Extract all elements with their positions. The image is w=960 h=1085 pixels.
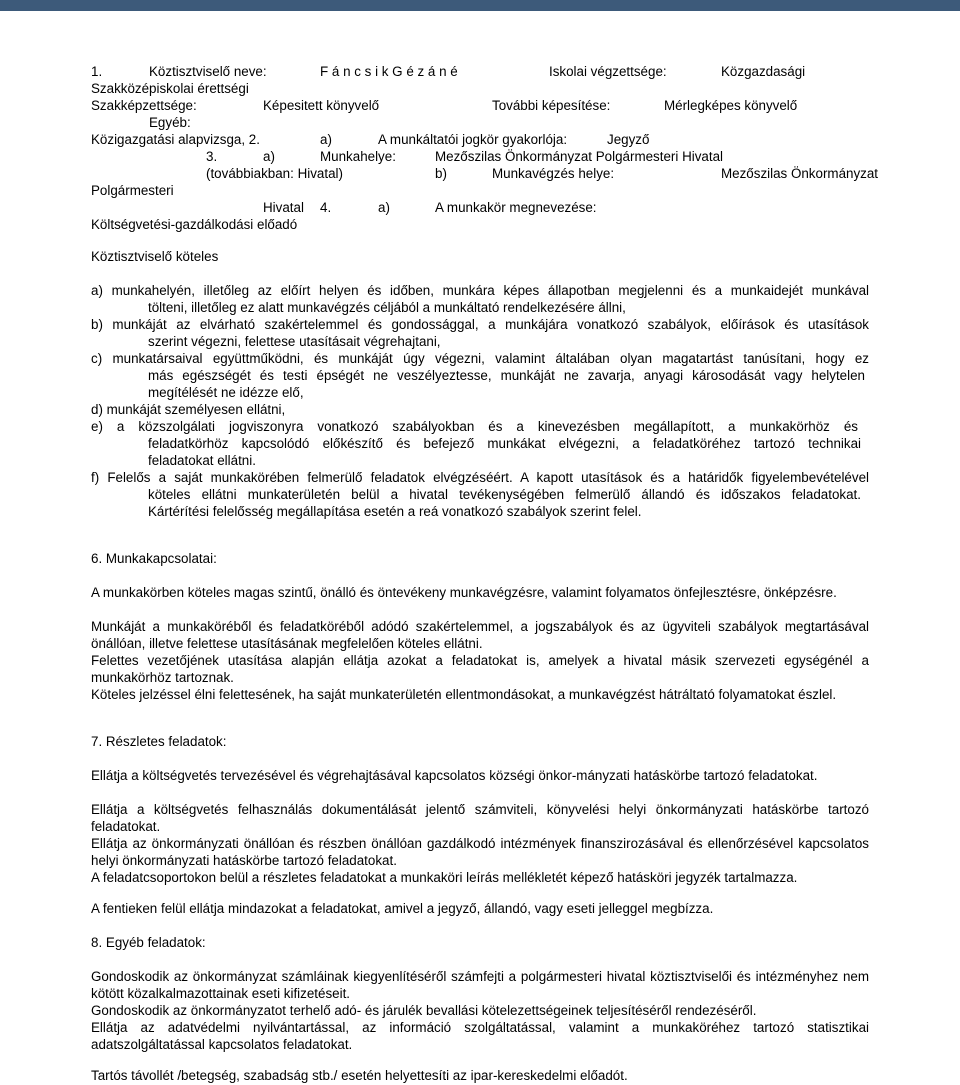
duties-intro: Köztisztviselő köteles bbox=[91, 249, 219, 264]
duty-c-line3: megítélését ne idézze elő, bbox=[148, 385, 304, 400]
section-6-heading: 6. Munkakapcsolatai: bbox=[91, 551, 217, 566]
section-8-paragraph: Gondoskodik az önkormányzatot terhelő adó- és járulék bevallási kötelezettségeinek teljesítéséről rendezéséről. bbox=[91, 1003, 757, 1018]
label-employer: A munkáltatói jogkör gyakorlója: bbox=[378, 132, 568, 147]
section-8-paragraph: Gondoskodik az önkormányzat számláinak kiegyenlítéséről számfejti a polgármesteri hivatal köztisztviselői és intézményhez nem kötött közalkalmazottainak eseti kifizetéseit. bbox=[91, 969, 869, 1001]
label-job-title: A munkakör megnevezése: bbox=[435, 200, 597, 215]
section-8-heading: 8. Egyéb feladatok: bbox=[91, 935, 206, 950]
item-letter: a) bbox=[320, 132, 332, 147]
duty-c-line2: más egészségét és testi épségét ne veszélyeztesse, munkáját ne zavarja, anyagi károsodását vagy helytelen bbox=[148, 368, 865, 383]
duty-f-line2: köteles ellátni munkaterületén belül a hivatal tevékenységében felmerülő állandó és időszakos feladatokat. bbox=[148, 487, 861, 502]
employee-name: F á n c s i k G é z á n é bbox=[320, 64, 458, 79]
section-6-paragraph: Köteles jelzéssel élni felettesének, ha saját munkaterületén ellentmondásokat, a munkavégzést hátráltató folyamatokat észlel. bbox=[91, 687, 837, 702]
item-number: 1. bbox=[91, 64, 103, 79]
item-letter: a) bbox=[378, 200, 390, 215]
duty-f-line1: f) Felelős a saját munkakörében felmerülő feladatok elvégzéséért. A kapott utasítások és a határidők figyelembevételével bbox=[91, 470, 869, 485]
duty-c-line1: c) munkatársaival együttműködni, és munkáját úgy végezni, valamint általában olyan magatartást tanúsítani, hogy ez bbox=[91, 351, 869, 366]
duty-e-line1: e) a közszolgálati jogviszonyra vonatkozó szabályokban és a kinevezésben megállapított, a munkakörhöz és bbox=[91, 419, 858, 434]
duty-e-line3: feladatokat ellátni. bbox=[148, 453, 256, 468]
section-6-paragraph: A munkakörben köteles magas szintű, önálló és öntevékeny munkavégzésre, valamint folyamatos önfejlesztésre, önképzésre. bbox=[91, 585, 837, 600]
label-further-qualification: További képesítése: bbox=[492, 98, 611, 113]
exam-text: Közigazgatási alapvizsga, 2. bbox=[91, 132, 260, 147]
item-letter: b) bbox=[435, 166, 447, 181]
education-value-cont: Szakközépiskolai érettségi bbox=[91, 81, 249, 96]
duty-a-line2: tölteni, illetőleg ez alatt munkavégzés céljából a munkáltató rendelkezésére állni, bbox=[148, 300, 626, 315]
duty-b-line2: szerint végezni, felettese utasításait végrehajtani, bbox=[148, 334, 441, 349]
duty-b-line1: b) munkáját az elvárható szakértelemmel és gondossággal, a munkájára vonatkozó szabályok, előírások és utasítások bbox=[91, 317, 869, 332]
work-location-value: Mezőszilas Önkormányzat bbox=[721, 166, 879, 181]
duty-e-line2: feladatkörhöz kapcsolódó előkészítő és befejező munkákat elvégezni, a feladatköréhez tartozó technikai bbox=[148, 436, 861, 451]
section-7-paragraph: Ellátja a költségvetés tervezésével és végrehajtásával kapcsolatos községi önkor-mányzati hatáskörbe tartozó feladatokat. bbox=[91, 768, 818, 783]
item-number: 4. bbox=[320, 200, 332, 215]
work-location-value-cont: Polgármesteri bbox=[91, 183, 174, 198]
label-workplace: Munkahelye: bbox=[320, 149, 396, 164]
section-7-paragraph: Ellátja a költségvetés felhasználás dokumentálását jelentő számviteli, könyvelési helyi önkormányzati hatáskörbe tartozó feladatokat. bbox=[91, 802, 869, 834]
label-other: Egyéb: bbox=[149, 115, 191, 130]
section-7-paragraph: A feladatcsoportokon belül a részletes feladatokat a munkaköri leírás mellékletét képező hatásköri jegyzék tartalmazza. bbox=[91, 870, 798, 885]
label-education: Iskolai végzettsége: bbox=[549, 64, 667, 79]
label-qualification: Szakképzettsége: bbox=[91, 98, 197, 113]
workplace-note: (továbbiakban: Hivatal) bbox=[206, 166, 343, 181]
section-6-paragraph: Felettes vezetőjének utasítása alapján ellátja azokat a feladatokat is, amelyek a hivatal másik szervezeti egységénél a munkakörhöz tartoznak. bbox=[91, 653, 869, 685]
duty-a-line1: a) munkahelyén, illetőleg az előírt helyen és időben, munkára képes állapotban megjelenni és a munkaidejét munkával bbox=[91, 283, 869, 298]
work-location-value-end: Hivatal bbox=[263, 200, 304, 215]
item-number: 3. bbox=[206, 149, 218, 164]
section-7-paragraph: A fentieken felül ellátja mindazokat a feladatokat, amivel a jegyző, állandó, vagy eseti jelleggel megbízza. bbox=[91, 901, 714, 916]
further-qualification-value: Mérlegképes könyvelő bbox=[664, 98, 798, 113]
section-7-heading: 7. Részletes feladatok: bbox=[91, 734, 227, 749]
section-8-paragraph: Ellátja az adatvédelmi nyilvántartással, az információ szolgáltatással, valamint a munkaköréhez tartozó statisztikai adatszolgáltatással kapcsolatos feladatokat. bbox=[91, 1020, 869, 1052]
education-value: Közgazdasági bbox=[721, 64, 806, 79]
duty-d: d) munkáját személyesen ellátni, bbox=[91, 402, 286, 417]
job-title-value: Költségvetési-gazdálkodási előadó bbox=[91, 217, 298, 232]
employer-value: Jegyző bbox=[607, 132, 650, 147]
duty-f-line3: Kártérítési felelősség megállapítása esetén a reá vonatkozó szabályok szerint felel. bbox=[148, 504, 642, 519]
section-7-paragraph: Ellátja az önkormányzati önállóan és részben önállóan gazdálkodó intézmények finanszirozásával és ellenőrzésével kapcsolatos helyi önkormányzati hatáskörbe tartozó feladatokat. bbox=[91, 836, 869, 868]
workplace-value: Mezőszilas Önkormányzat Polgármesteri Hivatal bbox=[435, 149, 723, 164]
qualification-value: Képesitett könyvelő bbox=[263, 98, 380, 113]
label-work-location: Munkavégzés helye: bbox=[492, 166, 615, 181]
item-letter: a) bbox=[263, 149, 275, 164]
top-border-bar bbox=[0, 0, 960, 11]
section-6-paragraph: Munkáját a munkaköréből és feladatköréből adódó szakértelemmel, a jogszabályok és az ügyviteli szabályok megtartásával önállóan, illetve felettese utasításának megfelelően köteles ellátni. bbox=[91, 619, 869, 651]
section-8-paragraph: Tartós távollét /betegség, szabadság stb./ esetén helyettesíti az ipar-kereskedelmi előadót. bbox=[91, 1068, 628, 1083]
label-name: Köztisztviselő neve: bbox=[149, 64, 267, 79]
